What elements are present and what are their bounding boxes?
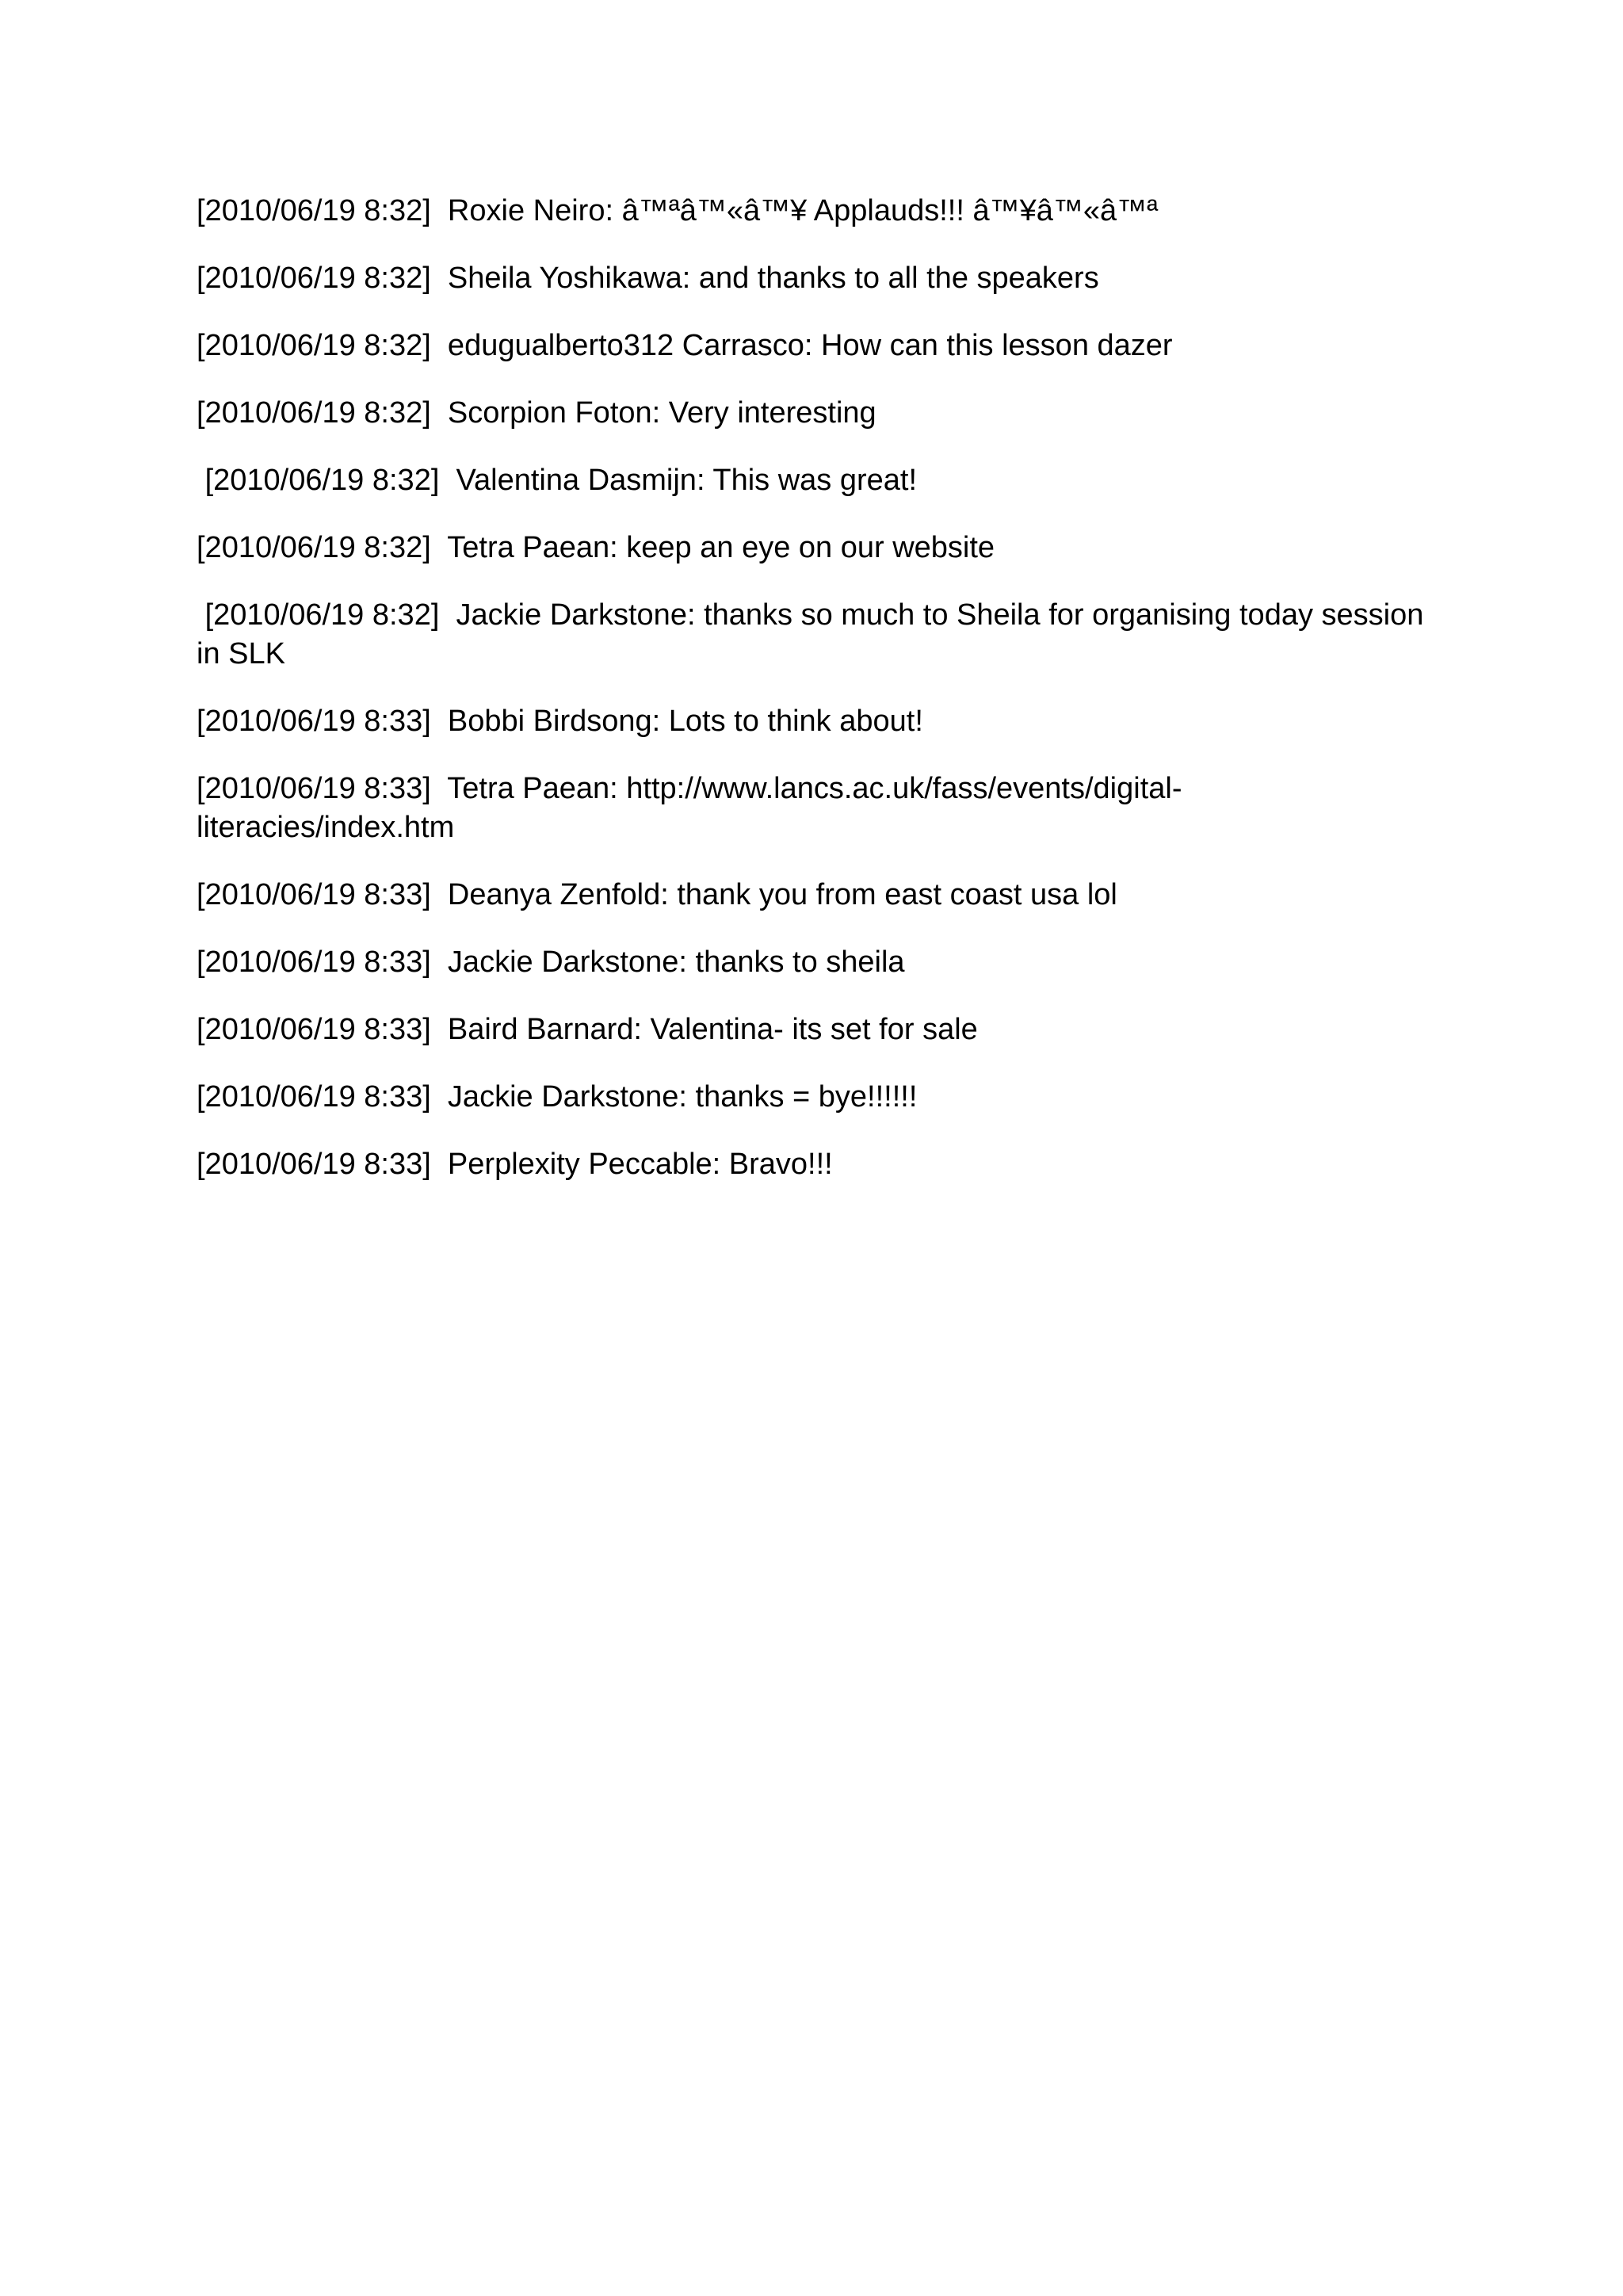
chat-line: [2010/06/19 8:32] Scorpion Foton: Very interesting [197,396,876,430]
chat-line: [2010/06/19 8:33] Deanya Zenfold: thank you from east coast usa lol [197,878,1117,911]
chat-line: [2010/06/19 8:33] Bobbi Birdsong: Lots to think about! [197,705,923,738]
chat-line: [2010/06/19 8:32] Sheila Yoshikawa: and thanks to all the speakers [197,262,1099,295]
chat-line: [2010/06/19 8:33] Baird Barnard: Valentina- its set for sale [197,1013,978,1046]
chat-line: [2010/06/19 8:33] Perplexity Peccable: Bravo!!! [197,1148,833,1181]
chat-line: [2010/06/19 8:32] Tetra Paean: keep an eye on our website [197,531,995,564]
chat-transcript [197,192,1433,1213]
chat-line: [2010/06/19 8:33] Tetra Paean: http://www.lancs.ac.uk/fass/events/digital- literacies/index.htm [197,772,1182,844]
chat-line: [2010/06/19 8:32] Jackie Darkstone: thanks so much to Sheila for organising today session in SLK [197,598,1424,670]
chat-line: [2010/06/19 8:32] Roxie Neiro: â™ªâ™«â™¥ Applauds!!! â™¥â™«â™ª [197,194,1159,227]
chat-line: [2010/06/19 8:33] Jackie Darkstone: thanks to sheila [197,946,905,979]
chat-line: [2010/06/19 8:32] Valentina Dasmijn: This was great! [197,464,918,497]
chat-line: [2010/06/19 8:32] edugualberto312 Carrasco: How can this lesson dazer [197,329,1173,362]
chat-line: [2010/06/19 8:33] Jackie Darkstone: thanks = bye!!!!!! [197,1080,918,1114]
